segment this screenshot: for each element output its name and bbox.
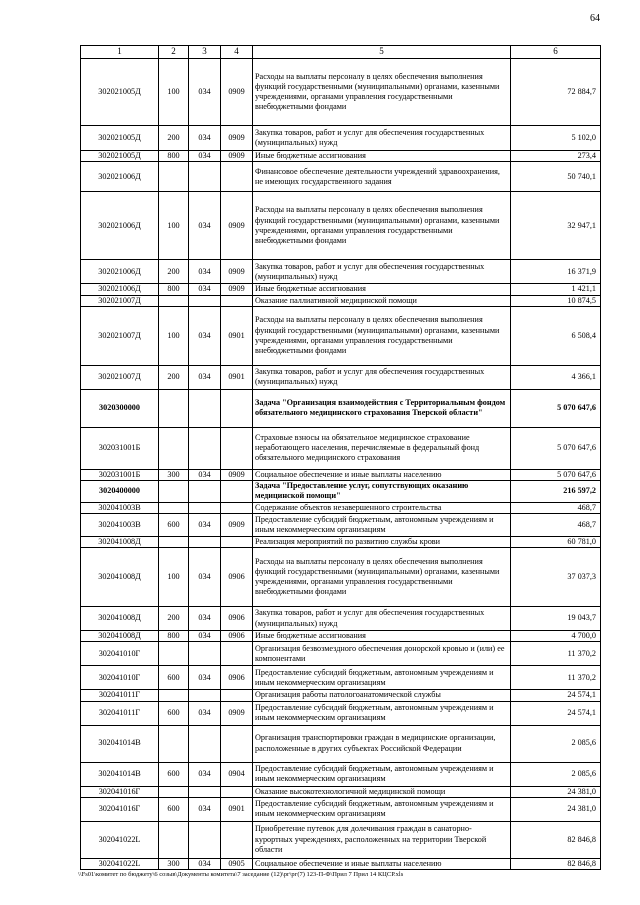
row-section: 0906 [221, 607, 253, 631]
row-amount: 82 846,8 [511, 821, 601, 858]
row-code: 3020300000 [81, 389, 159, 427]
row-expense-type: 100 [159, 548, 189, 607]
row-section [221, 725, 253, 762]
row-ministry: 034 [189, 284, 221, 295]
row-description: Оказание паллиативной медицинской помощи [253, 295, 511, 306]
row-ministry [189, 502, 221, 513]
table-row [81, 365, 601, 389]
row-description: Задача "Организация взаимодействия с Территориальным фондом обязательного медицинского страхования Тверской области" [253, 389, 511, 427]
row-description: Предоставление субсидий бюджетным, автономным учреждениям и иным некоммерческим организациям [253, 797, 511, 821]
row-expense-type: 800 [159, 151, 189, 162]
row-amount: 11 370,2 [511, 666, 601, 690]
row-expense-type: 300 [159, 469, 189, 480]
row-amount: 5 070 647,6 [511, 469, 601, 480]
row-description: Задача "Предоставление услуг, сопутствующих оказанию медицинской помощи" [253, 481, 511, 503]
row-code: 302041003В [81, 513, 159, 536]
row-expense-type: 800 [159, 284, 189, 295]
row-expense-type [159, 821, 189, 858]
row-code: 302041010Г [81, 666, 159, 690]
row-expense-type [159, 536, 189, 547]
row-section: 0909 [221, 513, 253, 536]
row-description: Расходы на выплаты персоналу в целях обеспечения выполнения функций государственными (муниципальными) органами, казенными учреждениями, органами управления государственными внебюджетными фондами [253, 59, 511, 126]
row-section [221, 536, 253, 547]
row-expense-type [159, 642, 189, 666]
row-code: 302041008Д [81, 631, 159, 642]
row-ministry: 034 [189, 513, 221, 536]
row-code: 302041022L [81, 821, 159, 858]
row-expense-type [159, 786, 189, 797]
row-amount: 37 037,3 [511, 548, 601, 607]
row-amount: 72 884,7 [511, 59, 601, 126]
row-amount: 5 070 647,6 [511, 389, 601, 427]
row-code: 302021005Д [81, 59, 159, 126]
row-amount: 82 846,8 [511, 858, 601, 869]
row-amount: 60 781,0 [511, 536, 601, 547]
row-description: Предоставление субсидий бюджетным, автономным учреждениям и иным некоммерческим организациям [253, 701, 511, 725]
table-row [81, 469, 601, 480]
header-cell: 2 [159, 46, 189, 59]
row-code: 302041008Д [81, 536, 159, 547]
row-section [221, 162, 253, 192]
row-expense-type: 100 [159, 59, 189, 126]
row-amount: 10 874,5 [511, 295, 601, 306]
row-expense-type [159, 690, 189, 701]
row-section [221, 427, 253, 469]
row-ministry [189, 427, 221, 469]
row-expense-type [159, 502, 189, 513]
row-expense-type [159, 389, 189, 427]
budget-table [80, 45, 601, 870]
row-description: Расходы на выплаты персоналу в целях обеспечения выполнения функций государственными (муниципальными) органами, казенными учреждениями, органами управления государственными внебюджетными фондами [253, 192, 511, 260]
row-ministry [189, 821, 221, 858]
table-row [81, 502, 601, 513]
row-description: Социальное обеспечение и иные выплаты населению [253, 858, 511, 869]
row-amount: 216 597,2 [511, 481, 601, 503]
row-ministry: 034 [189, 126, 221, 151]
table-row [81, 389, 601, 427]
row-section [221, 821, 253, 858]
row-description: Страховые взносы на обязательное медицинское страхование неработающего населения, перечисляемые в федеральный фонд обязательного медицинского страхования [253, 427, 511, 469]
table-row [81, 607, 601, 631]
row-ministry: 034 [189, 192, 221, 260]
row-ministry: 034 [189, 701, 221, 725]
row-section: 0909 [221, 469, 253, 480]
row-code: 302021006Д [81, 192, 159, 260]
row-description: Иные бюджетные ассигнования [253, 151, 511, 162]
row-description: Предоставление субсидий бюджетным, автономным учреждениям и иным некоммерческим организациям [253, 762, 511, 786]
row-description: Закупка товаров, работ и услуг для обеспечения государственных (муниципальных) нужд [253, 365, 511, 389]
row-description: Предоставление субсидий бюджетным, автономным учреждениям и иным некоммерческим организациям [253, 513, 511, 536]
row-expense-type [159, 295, 189, 306]
row-code: 302021007Д [81, 365, 159, 389]
row-code: 302041014В [81, 762, 159, 786]
table-row [81, 858, 601, 869]
row-code: 302041008Д [81, 607, 159, 631]
row-section: 0909 [221, 59, 253, 126]
row-amount: 24 574,1 [511, 690, 601, 701]
row-expense-type: 200 [159, 260, 189, 284]
row-expense-type [159, 427, 189, 469]
row-section: 0906 [221, 631, 253, 642]
row-description: Организация транспортировки граждан в медицинские организации, расположенные в других субъектах Российской Федерации [253, 725, 511, 762]
row-section [221, 690, 253, 701]
row-section: 0909 [221, 126, 253, 151]
row-code: 302041016Г [81, 797, 159, 821]
row-section: 0906 [221, 666, 253, 690]
row-section: 0905 [221, 858, 253, 869]
row-expense-type: 600 [159, 701, 189, 725]
row-description: Приобретение путевок для долечивания граждан в санаторно-курортных учреждениях, расположенных на территории Тверской области [253, 821, 511, 858]
row-code: 302021006Д [81, 284, 159, 295]
row-description: Иные бюджетные ассигнования [253, 631, 511, 642]
row-code: 302041011Г [81, 701, 159, 725]
header-cell: 1 [81, 46, 159, 59]
row-amount: 16 371,9 [511, 260, 601, 284]
row-code: 302041010Г [81, 642, 159, 666]
row-section: 0901 [221, 306, 253, 365]
row-expense-type: 600 [159, 762, 189, 786]
table-row [81, 642, 601, 666]
row-description: Организация безвозмездного обеспечения донорской кровью и (или) ее компонентами [253, 642, 511, 666]
row-section: 0909 [221, 701, 253, 725]
table-row [81, 513, 601, 536]
row-ministry: 034 [189, 548, 221, 607]
table-row [81, 548, 601, 607]
row-description: Финансовое обеспечение деятельности учреждений здравоохранения, не имеющих государственного задания [253, 162, 511, 192]
row-code: 302041003В [81, 502, 159, 513]
row-amount: 468,7 [511, 513, 601, 536]
table-row [81, 59, 601, 126]
row-expense-type: 300 [159, 858, 189, 869]
row-expense-type: 100 [159, 192, 189, 260]
row-amount: 4 700,0 [511, 631, 601, 642]
row-section: 0901 [221, 797, 253, 821]
row-expense-type: 600 [159, 797, 189, 821]
table-row [81, 481, 601, 503]
row-amount: 5 102,0 [511, 126, 601, 151]
table-row [81, 797, 601, 821]
table-row [81, 162, 601, 192]
row-description: Оказание высокотехнологичной медицинской помощи [253, 786, 511, 797]
table-row [81, 631, 601, 642]
row-code: 302031001Б [81, 469, 159, 480]
row-code: 302031001Б [81, 427, 159, 469]
row-ministry: 034 [189, 365, 221, 389]
page-number: 64 [590, 13, 600, 24]
file-path-footer: \\Fs01\комитет по бюджету\6 созыв\Документы комитета\7 заседание (12)\рг\рг(7) 123-П-Ф\Прил 7 Прил 14 КЦСР.xls [78, 871, 404, 878]
row-ministry [189, 295, 221, 306]
row-ministry [189, 725, 221, 762]
row-ministry: 034 [189, 631, 221, 642]
table-row [81, 427, 601, 469]
row-ministry: 034 [189, 762, 221, 786]
row-amount: 4 366,1 [511, 365, 601, 389]
row-description: Закупка товаров, работ и услуг для обеспечения государственных (муниципальных) нужд [253, 607, 511, 631]
row-section: 0904 [221, 762, 253, 786]
row-code: 302021005Д [81, 151, 159, 162]
row-amount: 19 043,7 [511, 607, 601, 631]
row-code: 302021007Д [81, 306, 159, 365]
table-row [81, 762, 601, 786]
row-section [221, 295, 253, 306]
row-code: 302021007Д [81, 295, 159, 306]
table-row [81, 192, 601, 260]
table-row [81, 690, 601, 701]
row-expense-type: 200 [159, 365, 189, 389]
row-section: 0909 [221, 192, 253, 260]
table-row [81, 536, 601, 547]
row-amount: 11 370,2 [511, 642, 601, 666]
row-ministry: 034 [189, 607, 221, 631]
row-description: Расходы на выплаты персоналу в целях обеспечения выполнения функций государственными (муниципальными) органами, казенными учреждениями, органами управления государственными внебюджетными фондами [253, 306, 511, 365]
row-amount: 50 740,1 [511, 162, 601, 192]
table-row [81, 786, 601, 797]
row-code: 302021005Д [81, 126, 159, 151]
row-amount: 1 421,1 [511, 284, 601, 295]
row-amount: 24 381,0 [511, 786, 601, 797]
row-description: Расходы на выплаты персоналу в целях обеспечения выполнения функций государственными (муниципальными) органами, казенными учреждениями, органами управления государственными внебюджетными фондами [253, 548, 511, 607]
row-ministry [189, 481, 221, 503]
header-cell: 5 [253, 46, 511, 59]
table-row [81, 701, 601, 725]
row-code: 302041014В [81, 725, 159, 762]
row-ministry [189, 786, 221, 797]
row-expense-type: 600 [159, 513, 189, 536]
row-ministry: 034 [189, 666, 221, 690]
row-code: 3020400000 [81, 481, 159, 503]
table-row [81, 306, 601, 365]
row-expense-type [159, 162, 189, 192]
row-code: 302041016Г [81, 786, 159, 797]
row-code: 302041022L [81, 858, 159, 869]
row-description: Предоставление субсидий бюджетным, автономным учреждениям и иным некоммерческим организациям [253, 666, 511, 690]
header-row [81, 46, 601, 59]
row-amount: 468,7 [511, 502, 601, 513]
row-expense-type: 200 [159, 607, 189, 631]
table-row [81, 284, 601, 295]
table-row [81, 260, 601, 284]
row-amount: 5 070 647,6 [511, 427, 601, 469]
row-section: 0909 [221, 151, 253, 162]
row-ministry: 034 [189, 797, 221, 821]
row-code: 302021006Д [81, 260, 159, 284]
row-description: Реализация мероприятий по развитию службы крови [253, 536, 511, 547]
row-amount: 6 508,4 [511, 306, 601, 365]
row-ministry: 034 [189, 469, 221, 480]
row-expense-type: 800 [159, 631, 189, 642]
row-amount: 273,4 [511, 151, 601, 162]
header-cell: 6 [511, 46, 601, 59]
row-amount: 24 574,1 [511, 701, 601, 725]
table-row [81, 821, 601, 858]
table-row [81, 295, 601, 306]
row-description: Иные бюджетные ассигнования [253, 284, 511, 295]
row-section [221, 786, 253, 797]
row-expense-type [159, 481, 189, 503]
row-description: Социальное обеспечение и иные выплаты населению [253, 469, 511, 480]
row-section: 0906 [221, 548, 253, 607]
row-ministry [189, 162, 221, 192]
table-row [81, 151, 601, 162]
row-code: 302041008Д [81, 548, 159, 607]
row-expense-type: 100 [159, 306, 189, 365]
row-ministry [189, 389, 221, 427]
row-section: 0909 [221, 284, 253, 295]
row-ministry: 034 [189, 858, 221, 869]
row-description: Организация работы патологоанатомической службы [253, 690, 511, 701]
row-code: 302021006Д [81, 162, 159, 192]
row-ministry [189, 642, 221, 666]
table-row [81, 126, 601, 151]
row-description: Закупка товаров, работ и услуг для обеспечения государственных (муниципальных) нужд [253, 126, 511, 151]
table-row [81, 666, 601, 690]
row-description: Закупка товаров, работ и услуг для обеспечения государственных (муниципальных) нужд [253, 260, 511, 284]
row-ministry [189, 690, 221, 701]
row-section [221, 502, 253, 513]
row-ministry [189, 536, 221, 547]
row-ministry: 034 [189, 151, 221, 162]
header-cell: 4 [221, 46, 253, 59]
row-amount: 2 085,6 [511, 725, 601, 762]
row-section [221, 642, 253, 666]
row-expense-type: 600 [159, 666, 189, 690]
row-expense-type: 200 [159, 126, 189, 151]
row-ministry: 034 [189, 260, 221, 284]
table-row [81, 725, 601, 762]
row-section: 0909 [221, 260, 253, 284]
row-ministry: 034 [189, 306, 221, 365]
row-section: 0901 [221, 365, 253, 389]
row-amount: 32 947,1 [511, 192, 601, 260]
row-amount: 2 085,6 [511, 762, 601, 786]
header-cell: 3 [189, 46, 221, 59]
row-amount: 24 381,0 [511, 797, 601, 821]
row-section [221, 481, 253, 503]
row-section [221, 389, 253, 427]
row-expense-type [159, 725, 189, 762]
row-ministry: 034 [189, 59, 221, 126]
row-code: 302041011Г [81, 690, 159, 701]
row-description: Содержание объектов незавершенного строительства [253, 502, 511, 513]
